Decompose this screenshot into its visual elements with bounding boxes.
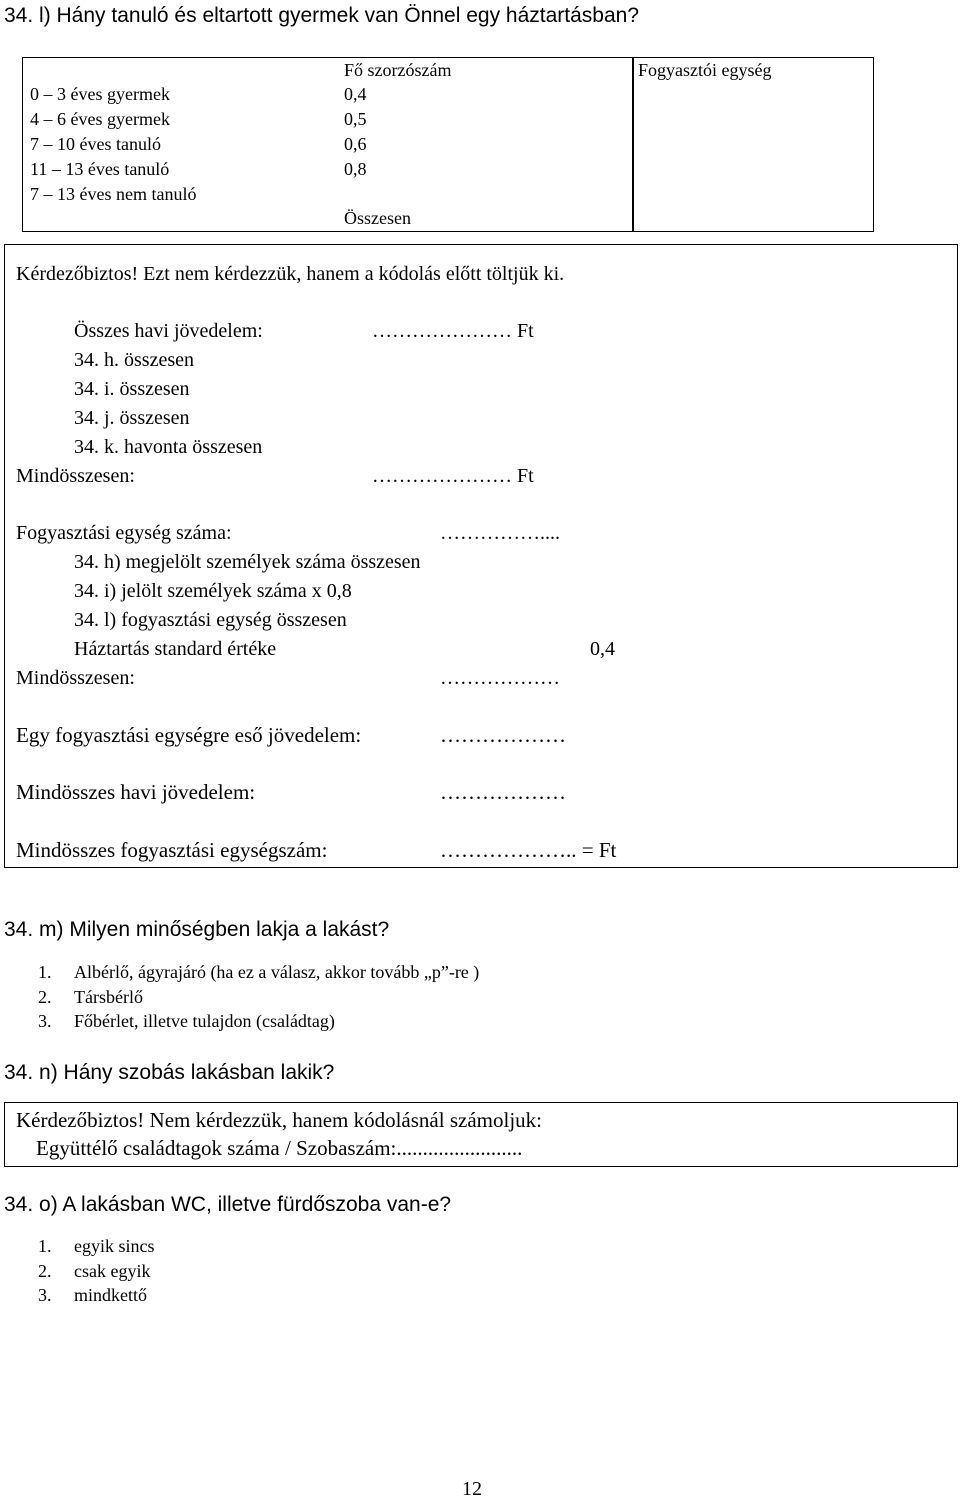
option-number: 1. — [38, 1236, 52, 1256]
note-line-1: Kérdezőbiztos! Nem kérdezzük, hanem kódolásnál számoljuk: — [16, 1108, 542, 1132]
table-total-label: Összesen — [344, 208, 411, 228]
option-number: 3. — [38, 1011, 52, 1031]
note-line-2: Együttélő családtagok száma / Szobaszám:........................ — [36, 1136, 523, 1160]
table-row-label: 11 – 13 éves tanuló — [30, 159, 170, 179]
interviewer-note: Kérdezőbiztos! Ezt nem kérdezzük, hanem a kódolás előtt töltjük ki. — [16, 263, 565, 285]
income-dots: ………………… Ft — [372, 320, 534, 342]
table-row-value: 0,5 — [344, 109, 367, 129]
table-header-unit: Fogyasztói egység — [638, 60, 772, 80]
unit-count-label: Fogyasztási egység száma: — [16, 522, 232, 544]
mind-dots: ……………… — [440, 667, 560, 689]
per-unit-label: Egy fogyasztási egységre eső jövedelem: — [16, 723, 362, 747]
option-number: 1. — [38, 962, 52, 982]
option-text: mindkettő — [74, 1285, 147, 1305]
page-number: 12 — [462, 1478, 482, 1500]
income-item: 34. i. összesen — [74, 378, 190, 400]
table-row-label: 7 – 13 éves nem tanuló — [30, 184, 197, 204]
grand-total-label: Mindösszesen: — [16, 465, 135, 487]
grand-total-dots: ………………… Ft — [372, 465, 534, 487]
table-row-label: 4 – 6 éves gyermek — [30, 109, 170, 129]
answer-list-34m — [38, 962, 638, 1036]
mind-label: Mindösszesen: — [16, 667, 135, 689]
option-text: Főbérlet, illetve tulajdon (családtag) — [74, 1011, 335, 1031]
monthly-label: Mindösszes havi jövedelem: — [16, 780, 256, 804]
list-item — [38, 987, 638, 1012]
option-text: csak egyik — [74, 1260, 151, 1281]
income-item: 34. k. havonta összesen — [74, 436, 263, 458]
list-item — [38, 1236, 438, 1261]
list-item — [38, 1261, 438, 1286]
income-label: Összes havi jövedelem: — [74, 320, 263, 342]
unit-count-dots: …………….... — [440, 522, 560, 544]
list-item — [38, 1285, 438, 1310]
question-34n-heading: 34. n) Hány szobás lakásban lakik? — [4, 1061, 335, 1084]
option-text: Társbérlő — [74, 986, 143, 1007]
option-number: 2. — [38, 1260, 52, 1281]
table-row-value: 0,4 — [344, 84, 367, 104]
option-text: egyik sincs — [74, 1236, 155, 1256]
question-34m-heading: 34. m) Milyen minőségben lakja a lakást? — [4, 918, 390, 941]
unit-item: 34. i) jelölt személyek száma x 0,8 — [74, 580, 352, 602]
option-number: 3. — [38, 1285, 52, 1305]
household-label: Háztartás standard értéke — [74, 638, 277, 660]
household-value: 0,4 — [590, 638, 615, 660]
per-unit-dots: ……………… — [440, 723, 566, 747]
option-number: 2. — [38, 986, 52, 1007]
unit-item: 34. l) fogyasztási egység összesen — [74, 609, 347, 631]
units-total-dots: ……………….. = Ft — [440, 838, 617, 862]
list-item — [38, 962, 638, 987]
monthly-dots: ……………… — [440, 780, 566, 804]
answer-list-34o — [38, 1236, 438, 1310]
table-row-label: 7 – 10 éves tanuló — [30, 134, 161, 154]
units-total-label: Mindösszes fogyasztási egységszám: — [16, 838, 328, 862]
question-34l-heading: 34. l) Hány tanuló és eltartott gyermek van Önnel egy háztartásban? — [4, 4, 640, 27]
income-item: 34. j. összesen — [74, 407, 190, 429]
table-row-label: 0 – 3 éves gyermek — [30, 84, 170, 104]
option-text: Albérlő, ágyrajáró (ha ez a válasz, akkor tovább „p”-re ) — [74, 962, 480, 982]
table-divider — [632, 57, 634, 232]
list-item — [38, 1011, 638, 1036]
table-row-value: 0,8 — [344, 159, 367, 179]
income-item: 34. h. összesen — [74, 349, 194, 371]
unit-item: 34. h) megjelölt személyek száma összesen — [74, 551, 421, 573]
question-34o-heading: 34. o) A lakásban WC, illetve fürdőszoba van-e? — [4, 1193, 452, 1216]
table-row-value: 0,6 — [344, 134, 367, 154]
table-header-multiplier: Fő szorzószám — [344, 60, 452, 80]
